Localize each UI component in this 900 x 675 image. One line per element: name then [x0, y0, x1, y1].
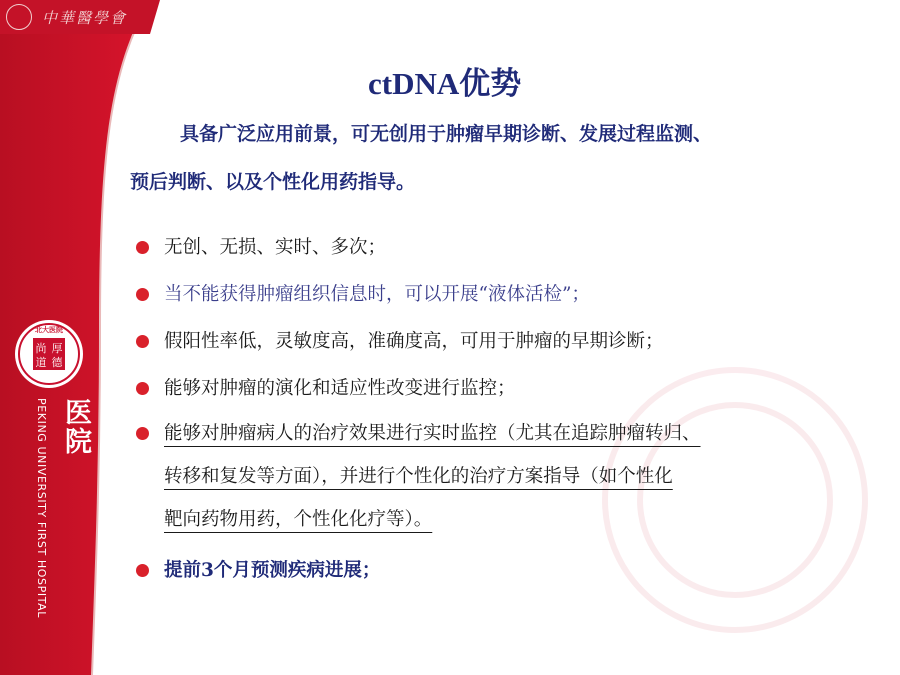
intro-line-2: 预后判断、以及个性化用药指导。 [130, 171, 416, 193]
bullet-dot-icon [136, 335, 149, 348]
bullet-dot-icon [136, 382, 149, 395]
hospital-name-vertical [14, 398, 130, 619]
bullet-dot-icon [136, 241, 149, 254]
bullet-item: 能够对肿瘤病人的治疗效果进行实时监控（尤其在追踪肿瘤转归、 转移和复发等方面），并进行个性化的治疗方案指导（如个性化 靶向药物用药，个性化化疗等）。 [132, 412, 892, 541]
bullet-dot-icon [136, 564, 149, 577]
intro-paragraph [130, 110, 875, 206]
svg-text:北大医院: 北大医院 [35, 326, 63, 334]
bullet-dot-icon [136, 427, 149, 440]
bullet-item: 当不能获得肿瘤组织信息时，可以开展“液体活检”； [132, 271, 892, 318]
header-watermark-text: 中華醫學會 [42, 9, 128, 27]
bullet-item: 能够对肿瘤的演化和适应性改变进行监控； [132, 365, 892, 412]
header-seal-icon [6, 4, 32, 30]
hospital-seal-logo [13, 318, 85, 390]
bullet-dot-icon [136, 288, 149, 301]
svg-text:道: 道 [35, 356, 47, 369]
hospital-name-cn: 北京大学第一医院 [60, 398, 130, 572]
bullet-item: 提前3个月预测疾病进展； [132, 547, 892, 594]
svg-text:德: 德 [51, 356, 63, 369]
bullet-list [132, 224, 892, 594]
intro-line-1: 具备广泛应用前景，可无创用于肿瘤早期诊断、发展过程监测、 [180, 123, 713, 145]
svg-text:厚: 厚 [51, 342, 63, 355]
slide-title: ctDNA优势 [368, 66, 522, 101]
bullet-item: 假阳性率低，灵敏度高，准确度高，可用于肿瘤的早期诊断； [132, 318, 892, 365]
hospital-name-en: PEKING UNIVERSITY FIRST HOSPITAL [35, 398, 48, 619]
svg-text:尚: 尚 [35, 342, 47, 355]
bullet-item: 无创、无损、实时、多次； [132, 224, 892, 271]
